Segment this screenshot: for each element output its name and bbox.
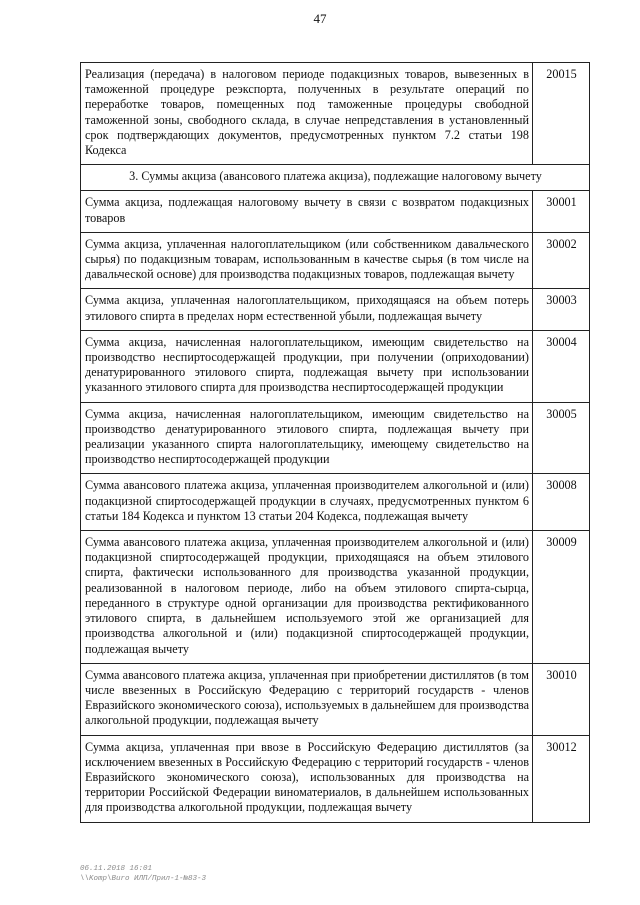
row-code: 30008 [533,474,590,531]
row-description: Сумма акциза, начисленная налогоплательщиком, имеющим свидетельство на производство денатурированного этилового спирта, подлежащая вычету при реализации указанного спирта налогоплательщику, имеющему свидетельство на производство неспиртосодержащей продукции [81,402,533,474]
row-description: Сумма акциза, уплаченная налогоплательщиком, приходящаяся на объем потерь этилового спирта в пределах норм естественной убыли, подлежащая вычету [81,289,533,330]
row-code: 30003 [533,289,590,330]
row-description: Сумма авансового платежа акциза, уплаченная при приобретении дистиллятов (в том числе ввезенных в Российскую Федерацию с территорий государств - членов Евразийского экономического союза), используемых в дальнейшем для производства алкогольной продукции, подлежащая вычету [81,663,533,735]
row-description: Сумма акциза, уплаченная при ввозе в Российскую Федерацию дистиллятов (за исключением ввезенных в Российскую Федерацию с территорий государств - членов Евразийского экономического союза), использованных для производства на территории Российской Федерации виноматериалов, в дальнейшем использованных для производства алкогольной продукции, подлежащая вычету [81,735,533,822]
table-row [81,474,590,531]
stamp-date: 06.11.2018 16:01 [80,865,153,873]
row-description: Сумма акциза, начисленная налогоплательщиком, имеющим свидетельство на производство неспиртосодержащей продукции, при получении (оприходовании) денатурированного этилового спирта, подлежащая вычету при использовании указанного этилового спирта для производства неспиртосодержащей продукции [81,330,533,402]
table-row [81,735,590,822]
table-row [81,191,590,232]
row-description: Реализация (передача) в налоговом периоде подакцизных товаров, вывезенных в таможенной процедуре реэкспорта, полученных в результате операций по переработке товаров, помещенных под таможенные процедуры свободной таможенной зоны, свободного склада, в случае непредставления в установленный срок подтверждающих документов, предусмотренных пунктом 7.2 статьи 198 Кодекса [81,63,533,165]
table-body [81,63,590,823]
row-description: Сумма акциза, уплаченная налогоплательщиком (или собственником давальческого сырья) по подакцизным товарам, использованным в качестве сырья (в том числе на давальческой основе) для производства подакцизных товаров, подлежащая вычету [81,232,533,289]
section-title: 3. Суммы акциза (авансового платежа акциза), подлежащие налоговому вычету [81,165,590,191]
row-code: 30009 [533,531,590,664]
row-code: 30010 [533,663,590,735]
row-code: 30002 [533,232,590,289]
table-row [81,402,590,474]
row-code: 20015 [533,63,590,165]
row-description: Сумма авансового платежа акциза, уплаченная производителем алкогольной и (или) подакцизной спиртосодержащей продукции в случаях, предусмотренных пунктом 6 статьи 184 Кодекса и пунктом 13 статьи 204 Кодекса, подлежащая вычету [81,474,533,531]
table-row [81,63,590,165]
table-row [81,330,590,402]
row-code: 30005 [533,402,590,474]
table-row [81,531,590,664]
table-row [81,663,590,735]
table-row [81,289,590,330]
row-code: 30012 [533,735,590,822]
stamp-path: \\Komp\Buro ИЛП/Прил-1-№83-3 [80,875,207,883]
row-description: Сумма акциза, подлежащая налоговому вычету в связи с возвратом подакцизных товаров [81,191,533,232]
row-description: Сумма авансового платежа акциза, уплаченная производителем алкогольной и (или) подакцизной спиртосодержащей продукции, приходящаяся на объем этилового спирта, фактически использованного для производства указанной продукции, реализованной в налоговом периоде, либо на объем этилового спирта-сырца, переданного в структуре одной организации для производства ректификованного этилового спирта, в дальнейшем используемого этой же организацией для производства алкогольной и (или) подакцизной спиртосодержащей продукции, подлежащая вычету [81,531,533,664]
file-stamp [80,864,206,884]
row-code: 30004 [533,330,590,402]
excise-codes-table [80,62,590,823]
table-row [81,232,590,289]
row-code: 30001 [533,191,590,232]
page-number: 47 [313,11,327,26]
section-header-row [81,165,590,191]
